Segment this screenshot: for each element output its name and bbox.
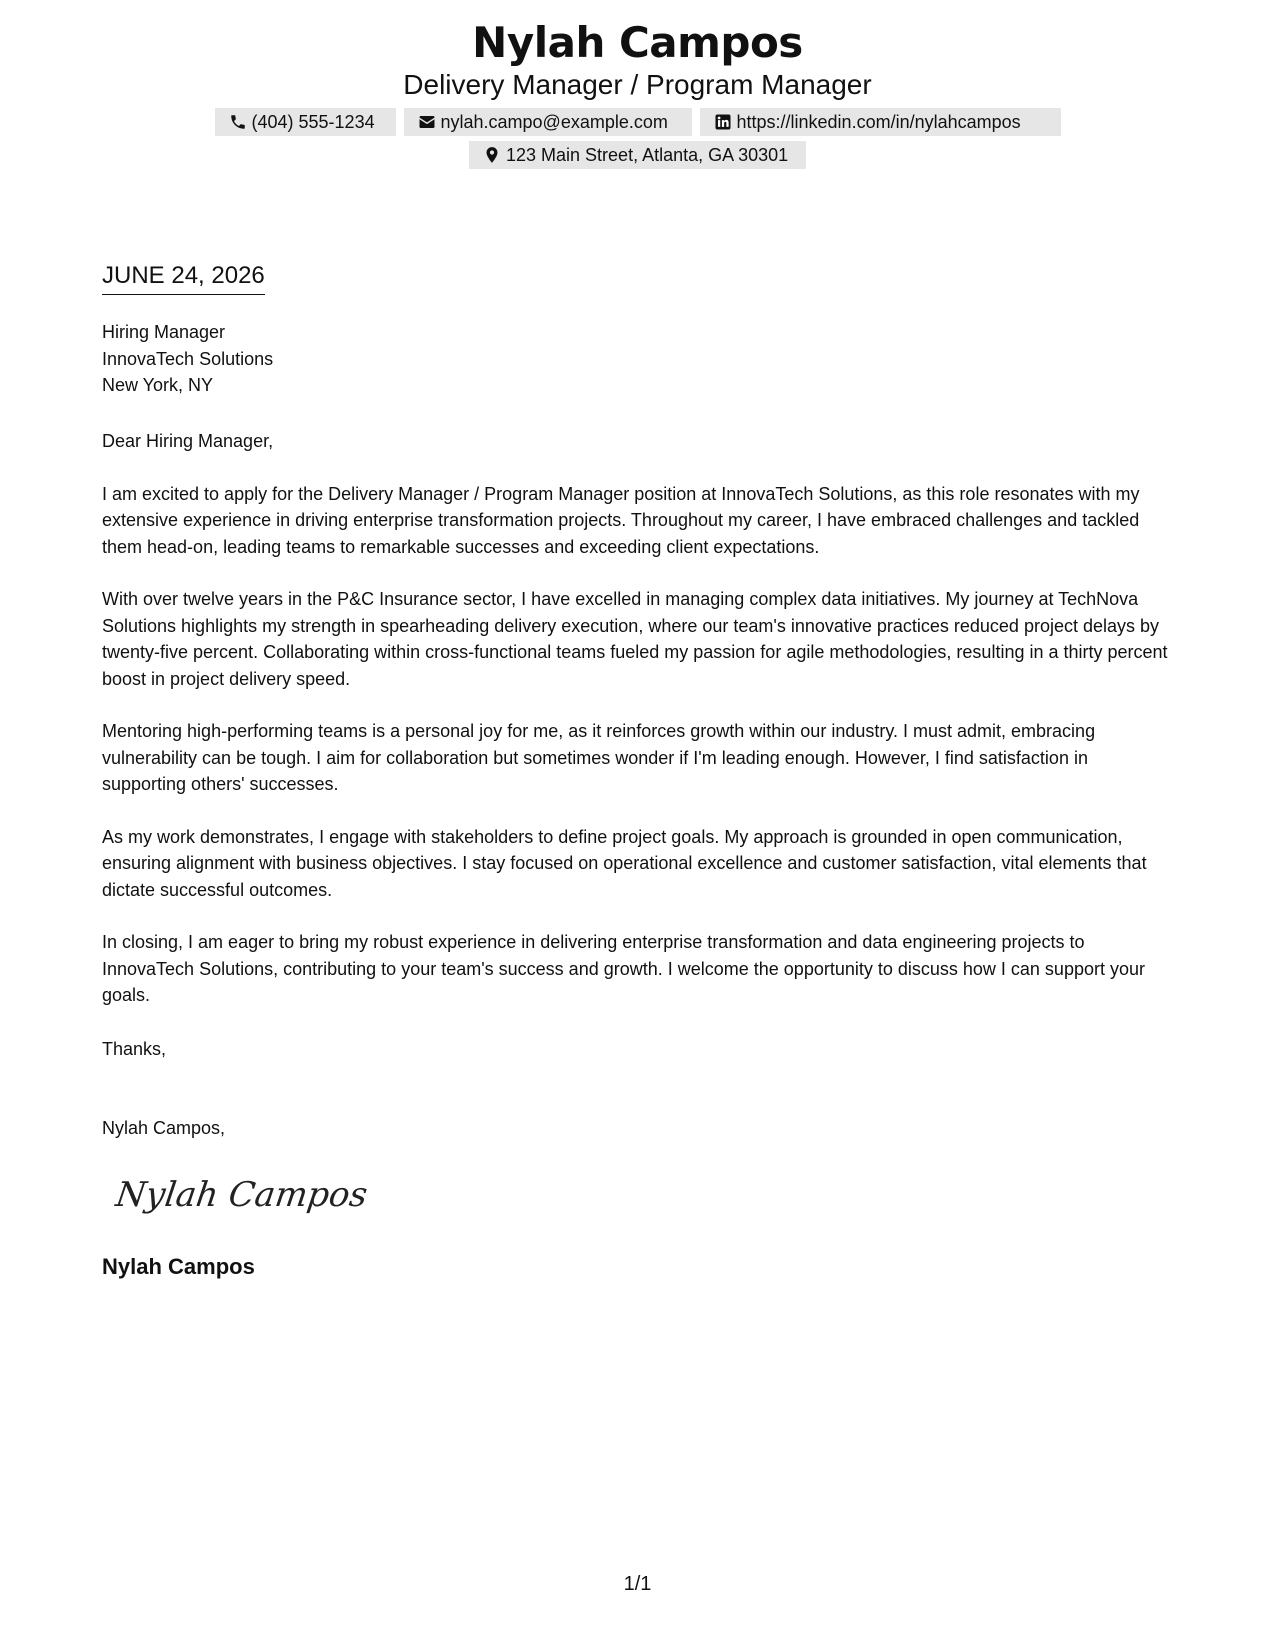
recipient-block xyxy=(102,319,273,399)
page-number: 1/1 xyxy=(623,1573,652,1595)
paragraph-3: Mentoring high-performing teams is a personal joy for me, as it reinforces growth within our industry. I must admit, embracing vulnerability can be tough. I aim for collaboration but sometimes wonder if I'm leading enough. However, I find satisfaction in supporting others' successes. xyxy=(102,721,1096,794)
email-chip[interactable] xyxy=(404,108,692,136)
paragraph-5: In closing, I am eager to bring my robust experience in delivering enterprise transformation and data engineering projects to InnovaTech Solutions, contributing to your team's success and growth. I welcome the opportunity to discuss how I can support your goals. xyxy=(102,932,1145,1005)
linkedin-text: https://linkedin.com/in/nylahcampos xyxy=(736,111,1021,132)
email-text: nylah.campo@example.com xyxy=(440,111,668,132)
recipient-company: InnovaTech Solutions xyxy=(102,348,274,369)
paragraph-4: As my work demonstrates, I engage with stakeholders to define project goals. My approach is grounded in open communication, ensuring alignment with business objectives. I stay focused on operational excellence and customer satisfaction, vital elements that dictate successful outcomes. xyxy=(102,826,1147,900)
phone-chip xyxy=(215,108,396,136)
signoff-name: Nylah Campos, xyxy=(102,1118,226,1138)
applicant-name: Nylah Campos xyxy=(472,18,803,67)
address-text: 123 Main Street, Atlanta, GA 30301 xyxy=(506,144,789,165)
recipient-location: New York, NY xyxy=(102,375,214,395)
paragraph-1: I am excited to apply for the Delivery Manager / Program Manager position at InnovaTech Solutions, as this role resonates with my extensive experience in driving enterprise transformation projects. Throughout my career, I have embraced challenges and tackled them head-on, leading teams to remarkable successes and exceeding client expectations. xyxy=(102,483,1140,557)
envelope-icon xyxy=(418,113,436,131)
handwritten-signature xyxy=(113,1168,370,1218)
linkedin-chip[interactable] xyxy=(700,108,1061,136)
address-chip xyxy=(469,141,806,169)
closing: Thanks, xyxy=(102,1039,167,1059)
letter-date: JUNE 24, 2026 xyxy=(102,261,265,295)
paragraph-2: With over twelve years in the P&C Insurance sector, I have excelled in managing complex data initiatives. My journey at TechNova Solutions highlights my strength in spearheading delivery execution, where our team's innovative practices reduced project delays by twenty-five percent. Collaborating within cross-functional teams fueled my passion for agile methodologies, resulting in a thirty percent boost in project delivery speed. xyxy=(102,589,1168,689)
letter-header xyxy=(0,18,1275,169)
contact-row-address xyxy=(0,141,1275,169)
applicant-title: Delivery Manager / Program Manager xyxy=(403,69,872,100)
contact-row xyxy=(0,108,1275,136)
signature-glyphs: Nylah Campos xyxy=(113,1175,370,1215)
letter-body xyxy=(102,428,1177,1035)
linkedin-icon xyxy=(714,113,732,131)
salutation: Dear Hiring Manager, xyxy=(102,431,274,451)
signed-name: Nylah Campos xyxy=(102,1254,255,1279)
map-marker-icon xyxy=(483,146,501,164)
recipient-title: Hiring Manager xyxy=(102,322,226,342)
phone-text: (404) 555-1234 xyxy=(251,111,375,132)
phone-icon xyxy=(229,113,247,131)
